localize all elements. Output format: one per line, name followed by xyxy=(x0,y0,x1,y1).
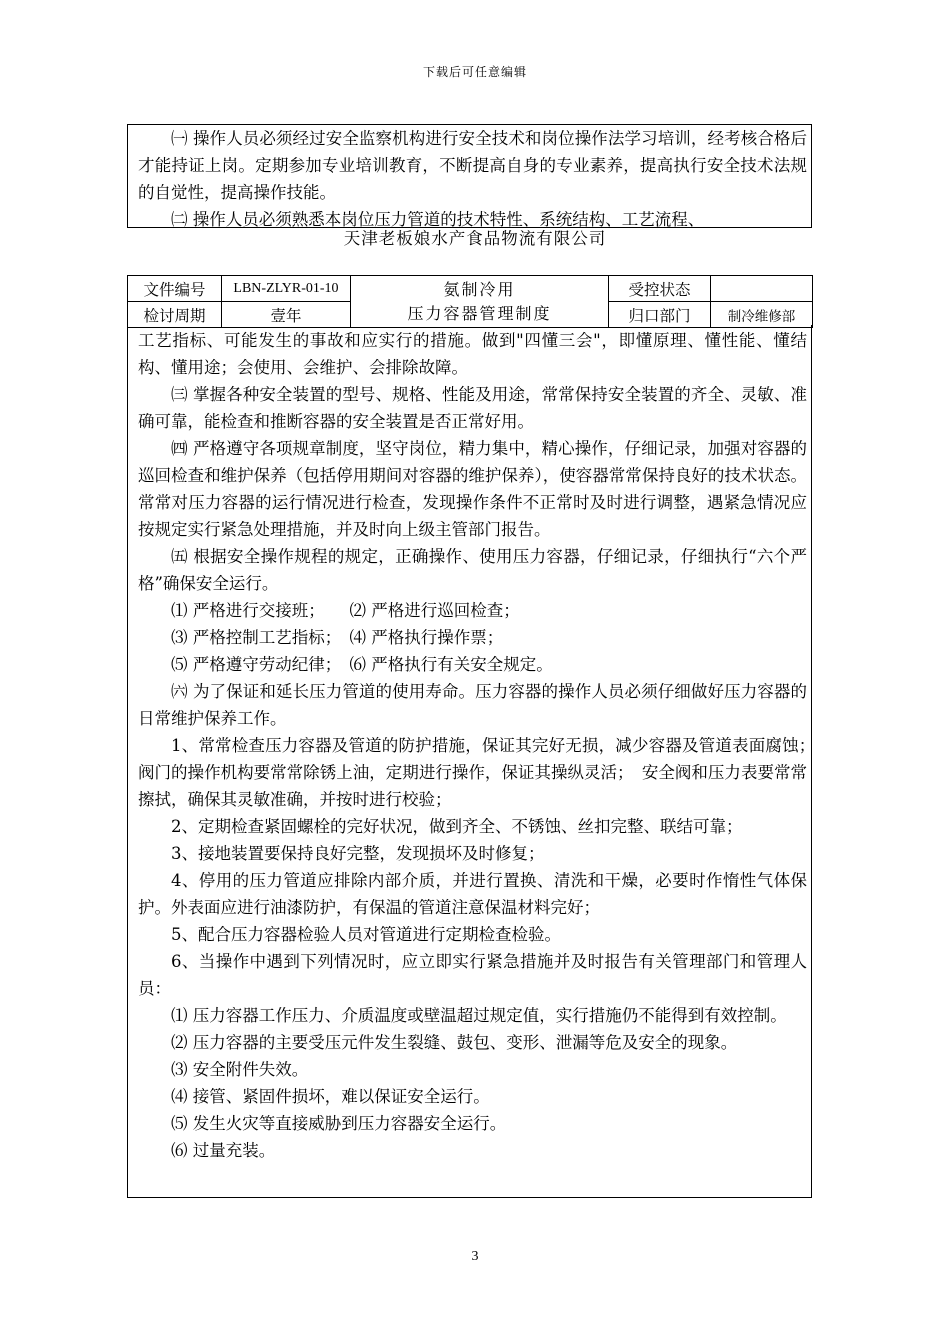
paragraph: ㈣ 严格遵守各项规章制度，坚守岗位，精力集中，精心操作，仔细记录，加强对容器的巡回检查和维护保养（包括停用期间对容器的维护保养），使容器常常保持良好的技术状态。常常对压力容器的运行情况进行检查，发现操作条件不正常时及时进行调整，遇紧急情况应按规定实行紧急处理措施，并及时向上级主管部门报告。 xyxy=(138,439,807,539)
continued-text-box xyxy=(127,124,812,228)
download-note: 下载后可任意编辑 xyxy=(422,65,527,79)
list-item: ⑶ 严格控制工艺指标； ⑷ 严格执行操作票； xyxy=(171,628,504,647)
paragraph: ㈢ 掌握各种安全装置的型号、规格、性能及用途，常常保持安全装置的齐全、灵敏、准确可靠，能检查和推断容器的安全装置是否正常好用。 xyxy=(138,385,807,431)
file-number-label: 文件编号 xyxy=(128,276,222,302)
list-item: ⑴ 严格进行交接班； ⑵ 严格进行巡回检查； xyxy=(171,601,520,620)
document-title xyxy=(351,276,609,328)
document-header-table xyxy=(127,275,813,328)
paragraph: 5、配合压力容器检验人员对管道进行定期检查检验。 xyxy=(171,925,561,944)
main-text-box xyxy=(127,325,824,1198)
file-number-value: LBN-ZLYR-01-10 xyxy=(222,276,351,302)
list-item: ⑴ 压力容器工作压力、介质温度或壁温超过规定值，实行措施仍不能得到有效控制。 xyxy=(171,1006,787,1025)
paragraph: ㈠ 操作人员必须经过安全监察机构进行安全技术和岗位操作法学习培训，经考核合格后才能持证上岗。定期参加专业培训教育，不断提高自身的专业素养，提高执行安全技术法规的自觉性，提高操作技能。 xyxy=(138,129,807,202)
paragraph: 4、停用的压力管道应排除内部介质，并进行置换、清洗和干燥，必要时作惰性气体保护。外表面应进行油漆防护，有保温的管道注意保温材料完好； xyxy=(138,871,807,917)
review-period-label: 检讨周期 xyxy=(128,302,222,328)
control-status-value xyxy=(711,276,813,302)
department-value: 制冷维修部 xyxy=(711,302,813,328)
paragraph: ㈡ 操作人员必须熟悉本岗位压力管道的技术特性、系统结构、工艺流程、 xyxy=(171,210,705,229)
company-name: 天津老板娘水产食品物流有限公司 xyxy=(343,229,607,248)
list-item: ⑷ 接管、紧固件损坏，难以保证安全运行。 xyxy=(171,1087,490,1106)
title-line-1: 氨制冷用 xyxy=(443,279,516,299)
page-number: 3 xyxy=(471,1249,479,1264)
list-item: ⑸ 发生火灾等直接威胁到压力容器安全运行。 xyxy=(171,1114,507,1133)
control-status-label: 受控状态 xyxy=(609,276,711,302)
list-item: ⑹ 过量充装。 xyxy=(171,1141,276,1160)
paragraph: 6、当操作中遇到下列情况时，应立即实行紧急措施并及时报告有关管理部门和管理人员： xyxy=(138,952,807,998)
paragraph: 3、接地装置要保持良好完整，发现损坏及时修复； xyxy=(171,844,545,863)
department-label: 归口部门 xyxy=(609,302,711,328)
paragraph: ㈥ 为了保证和延长压力管道的使用寿命。压力容器的操作人员必须仔细做好压力容器的日常维护保养工作。 xyxy=(138,682,807,728)
title-line-2: 压力容器管理制度 xyxy=(407,303,552,323)
paragraph: 工艺指标、可能发生的事故和应实行的措施。做到"四懂三会"，即懂原理、懂性能、懂结构、懂用途；会使用、会维护、会排除故障。 xyxy=(138,331,807,377)
paragraph: 2、定期检查紧固螺栓的完好状况，做到齐全、不锈蚀、丝扣完整、联结可靠； xyxy=(171,817,743,836)
review-period-value: 壹年 xyxy=(222,302,351,328)
list-item: ⑶ 安全附件失效。 xyxy=(171,1060,309,1079)
paragraph: 1、常常检查压力容器及管道的防护措施，保证其完好无损，减少容器及管道表面腐蚀； 阀门的操作机构要常常除锈上油，定期进行操作，保证其操纵灵活； 安全阀和压力表要常常擦拭，确保其灵敏准确，并按时进行校验； xyxy=(138,736,824,809)
paragraph: ㈤ 根据安全操作规程的规定，正确操作、使用压力容器，仔细记录，仔细执行“六个严格”确保安全运行。 xyxy=(138,547,807,593)
list-item: ⑸ 严格遵守劳动纪律； ⑹ 严格执行有关安全规定。 xyxy=(171,655,553,674)
list-item: ⑵ 压力容器的主要受压元件发生裂缝、鼓包、变形、泄漏等危及安全的现象。 xyxy=(171,1033,738,1052)
